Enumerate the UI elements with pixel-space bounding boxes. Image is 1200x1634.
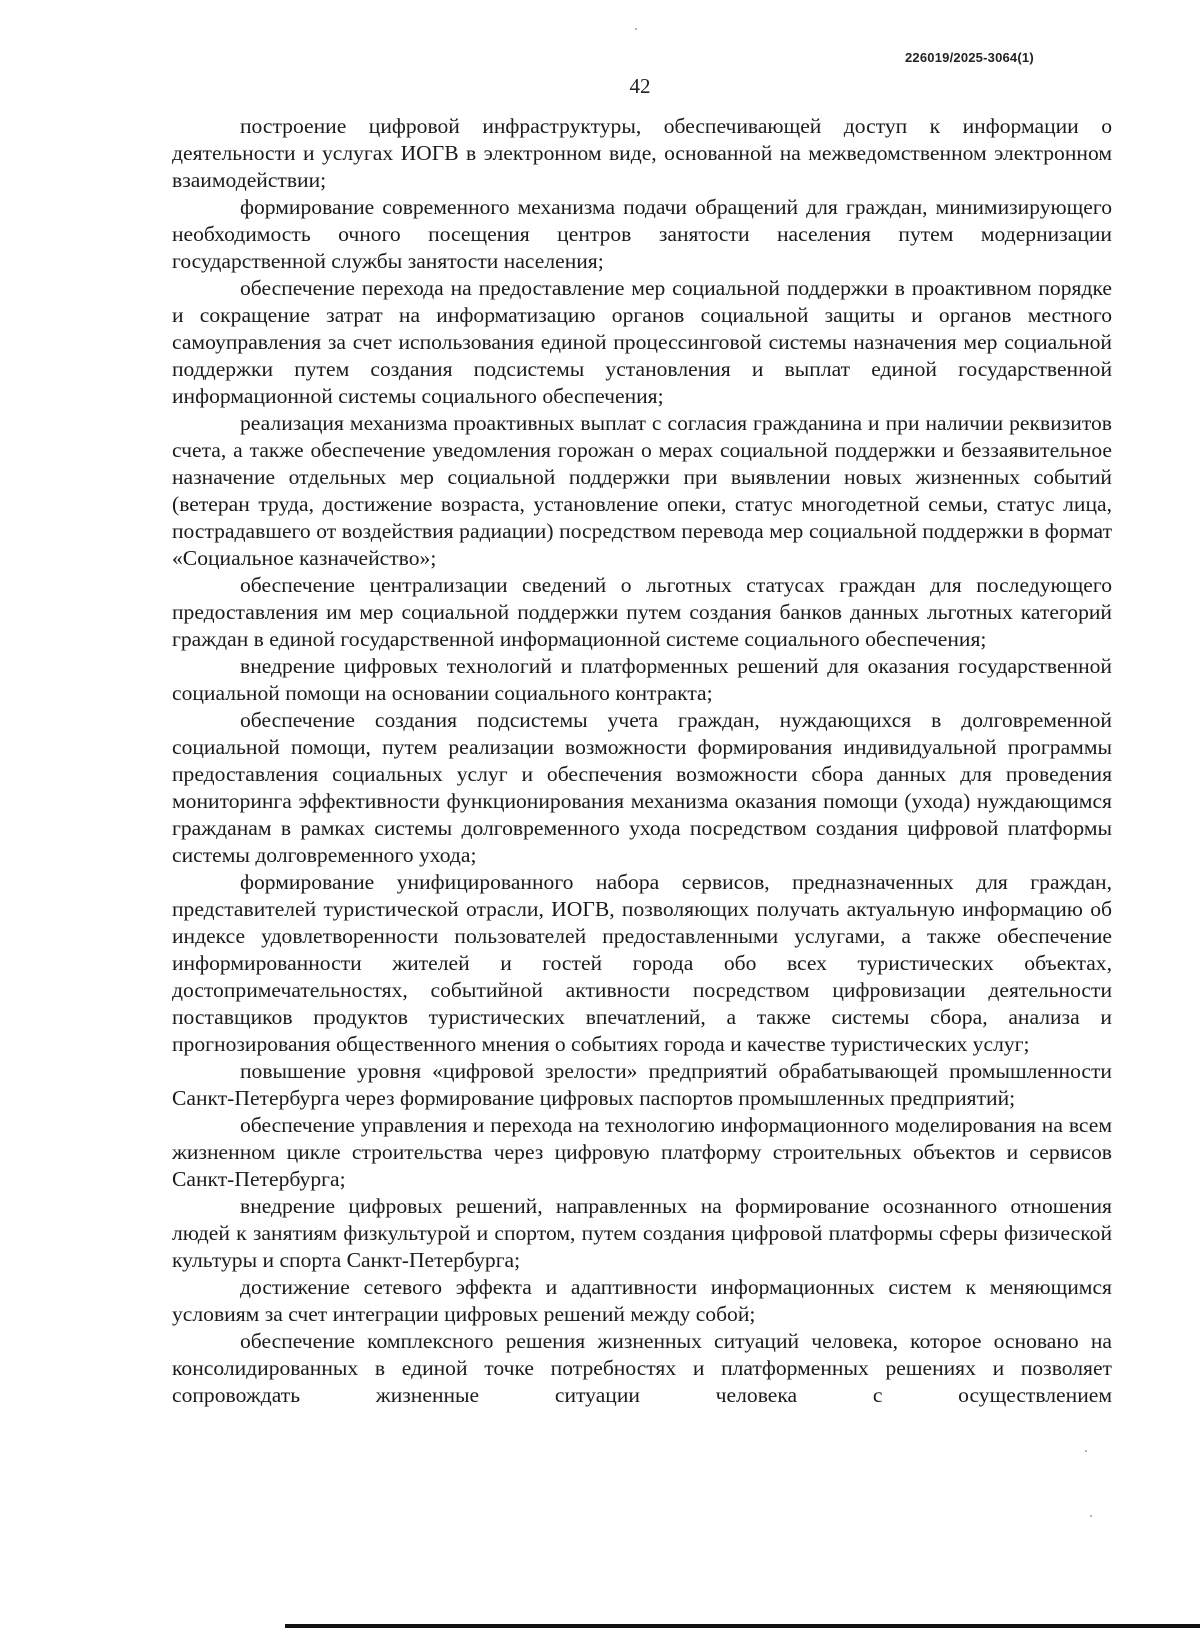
paragraph-long-term-care: обеспечение создания подсистемы учета граждан, нуждающихся в долговременной социальной помощи, путем реализации возможности формирования индивидуальной программы предоставления социальных услуг и обеспечения возможности сбора данных для проведения мониторинга эффективности функционирования механизма оказания помощи (ухода) нуждающимся гражданам в рамках системы долговременного ухода посредством создания цифровой платформы системы долговременного ухода; [172, 708, 1112, 867]
scan-speck [1090, 1515, 1092, 1517]
paragraph-employment-appeals: формирование современного механизма подачи обращений для граждан, минимизирующего необходимость очного посещения центров занятости населения путем модернизации государственной службы занятости населения; [172, 195, 1112, 273]
scan-edge-line [285, 1624, 1200, 1628]
paragraph-life-situations: обеспечение комплексного решения жизненных ситуаций человека, которое основано на консолидированных в единой точке потребностях и платформенных решениях и позволяет сопровождать жизненные ситуации человека с осуществлением [172, 1329, 1112, 1407]
paragraph-proactive-social-support: обеспечение перехода на предоставление мер социальной поддержки в проактивном порядке и сокращение затрат на информатизацию органов социальной защиты и органов местного самоуправления за счет использования единой процессинговой системы назначения мер социальной поддержки путем создания подсистемы установления и выплат единой государственной информационной системы социального обеспечения; [172, 276, 1112, 408]
scan-speck [1085, 1450, 1087, 1452]
document-body [172, 113, 1112, 1409]
paragraph-digital-infrastructure: построение цифровой инфраструктуры, обеспечивающей доступ к информации о деятельности и услугах ИОГВ в электронном виде, основанной на межведомственном электронном взаимодействии; [172, 114, 1112, 192]
scan-speck [635, 28, 637, 30]
paragraph-proactive-payments: реализация механизма проактивных выплат с согласия гражданина и при наличии реквизитов счета, а также обеспечение уведомления горожан о мерах социальной поддержки и беззаявительное назначение отдельных мер социальной поддержки при выявлении новых жизненных событий (ветеран труда, достижение возраста, установление опеки, статус многодетной семьи, статус лица, пострадавшего от воздействия радиации) посредством перевода мер социальной поддержки в формат «Социальное казначейство»; [172, 411, 1112, 570]
paragraph-benefit-status-centralization: обеспечение централизации сведений о льготных статусах граждан для последующего предоставления им мер социальной поддержки путем создания банков данных льготных категорий граждан в единой государственной информационной системе социального обеспечения; [172, 573, 1112, 651]
paragraph-industrial-digital-maturity: повышение уровня «цифровой зрелости» предприятий обрабатывающей промышленности Санкт-Петербурга через формирование цифровых паспортов промышленных предприятий; [172, 1059, 1112, 1110]
document-registration-number: 226019/2025-3064(1) [905, 50, 1034, 65]
paragraph-network-effect: достижение сетевого эффекта и адаптивности информационных систем к меняющимся условиям за счет интеграции цифровых решений между собой; [172, 1275, 1112, 1326]
paragraph-construction-modeling: обеспечение управления и перехода на технологию информационного моделирования на всем жизненном цикле строительства через цифровую платформу строительных объектов и сервисов Санкт-Петербурга; [172, 1113, 1112, 1191]
paragraph-tourism-services: формирование унифицированного набора сервисов, предназначенных для граждан, представителей туристической отрасли, ИОГВ, позволяющих получать актуальную информацию об индексе удовлетворенности пользователей предоставленными услугами, а также обеспечение информированности жителей и гостей города обо всех туристических объектах, достопримечательностях, событийной активности посредством цифровизации деятельности поставщиков продуктов туристических впечатлений, а также системы сбора, анализа и прогнозирования общественного мнения о событиях города и качестве туристических услуг; [172, 870, 1112, 1056]
paragraph-social-contract: внедрение цифровых технологий и платформенных решений для оказания государственной социальной помощи на основании социального контракта; [172, 654, 1112, 705]
paragraph-sports-platform: внедрение цифровых решений, направленных на формирование осознанного отношения людей к занятиям физкультурой и спортом, путем создания цифровой платформы сферы физической культуры и спорта Санкт-Петербурга; [172, 1194, 1112, 1272]
page-number: 42 [629, 74, 651, 98]
